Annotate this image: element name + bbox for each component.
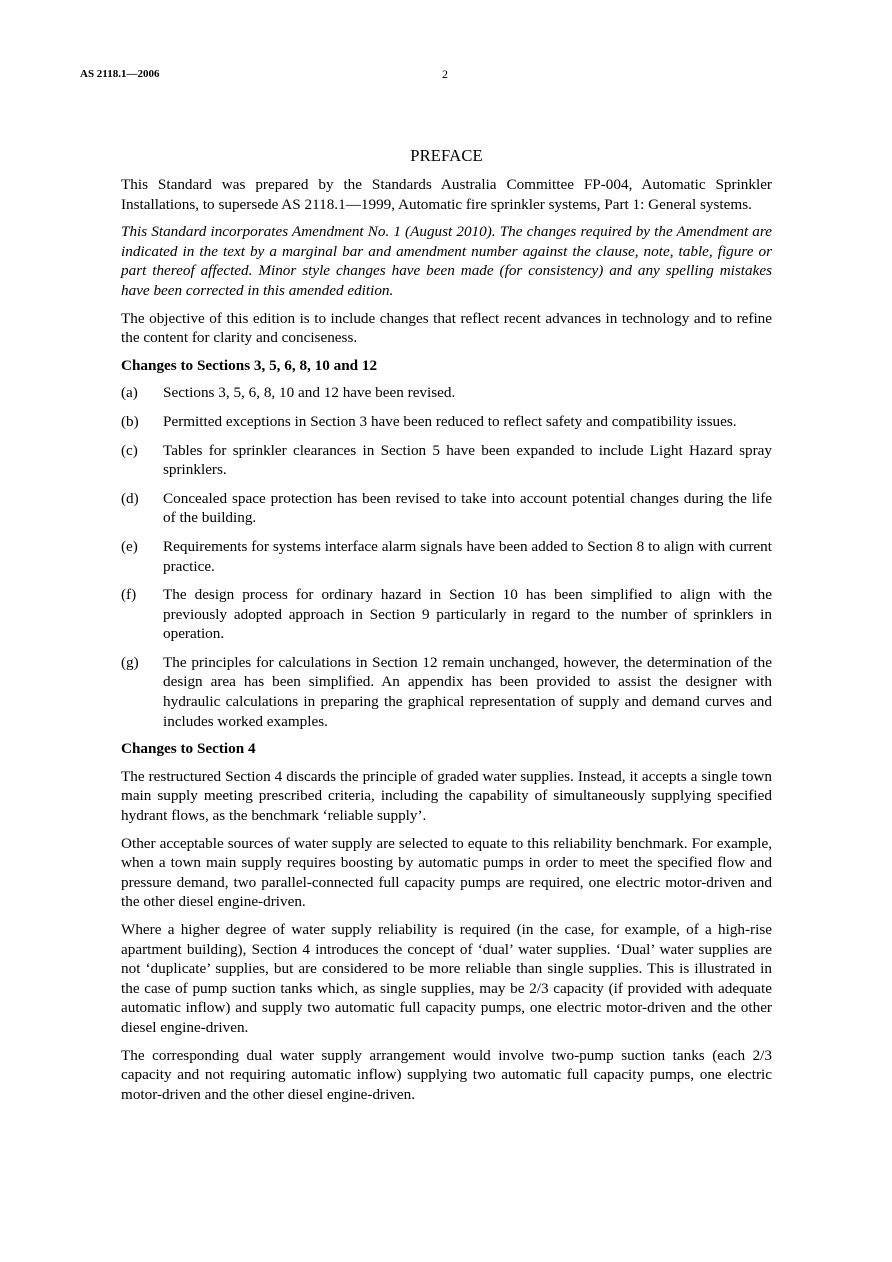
list-item-text: The design process for ordinary hazard in Section 10 has been simplified to align with the previously adopted approach in Section 9 particularly in regard to the number of sprinklers in operation. [163,586,772,643]
list-marker: (a) [121,384,138,402]
list-marker: (g) [121,653,139,671]
list-item [121,412,772,432]
changes-list [121,383,772,731]
changes-sections-heading: Changes to Sections 3, 5, 6, 8, 10 and 12 [121,356,378,374]
intro-paragraph-1: This Standard was prepared by the Standards Australia Committee FP-004, Automatic Sprinkler Installations, to supersede AS 2118.1—1999, Automatic fire sprinkler systems, Part 1: General systems. [121,176,772,213]
amendment-note: This Standard incorporates Amendment No. 1 (August 2010). The changes required by the Amendment are indicated in the text by a marginal bar and amendment number against the clause, note, table, figure or part thereof affected. Minor style changes have been made (for consistency) and any spelling mistakes have been corrected in this amended edition. [121,223,772,299]
page-number: 2 [442,67,448,81]
section4-heading: Changes to Section 4 [121,740,256,758]
list-marker: (e) [121,537,138,555]
list-item [121,489,772,528]
list-item-text: The principles for calculations in Section 12 remain unchanged, however, the determination of the design area has been simplified. An appendix has been provided to assist the designer with hydraulic calculations in preparing the graphical representation of supply and demand curves and includes worked examples. [163,653,772,730]
list-item-text: Permitted exceptions in Section 3 have been reduced to reflect safety and compatibility issues. [163,412,737,430]
list-item [121,383,772,403]
list-marker: (f) [121,586,137,604]
objective-paragraph: The objective of this edition is to include changes that reflect recent advances in technology and to refine the content for clarity and conciseness. [121,309,772,347]
list-item [121,537,772,576]
section4-paragraph-2: Other acceptable sources of water supply are selected to equate to this reliability benchmark. For example, when a town main supply requires boosting by automatic pumps in order to meet the specified flow and pressure demand, two parallel-connected full capacity pumps are required, one electric motor-driven and the other diesel engine-driven. [121,834,772,911]
list-item-text: Requirements for systems interface alarm signals have been added to Section 8 to align with current practice. [163,537,772,575]
list-marker: (b) [121,412,139,430]
list-item-text: Concealed space protection has been revised to take into account potential changes during the life of the building. [163,489,772,527]
list-item-text: Sections 3, 5, 6, 8, 10 and 12 have been revised. [163,384,456,402]
section4-paragraph-1: The restructured Section 4 discards the principle of graded water supplies. Instead, it accepts a single town main supply meeting prescribed criteria, including the capability of simultaneously supplying specified hydrant flows, as the benchmark ‘reliable supply’. [121,767,772,825]
list-item-text: Tables for sprinkler clearances in Section 5 have been expanded to include Light Hazard spray sprinklers. [163,441,772,479]
list-item [121,585,772,644]
list-item [121,653,772,731]
section4-paragraph-3: Where a higher degree of water supply reliability is required (in the case, for example, of a high-rise apartment building), Section 4 introduces the concept of ‘dual’ water supplies. ‘Dual’ water supplies are not ‘duplicate’ supplies, but are considered to be more reliable than single supplies. This is illustrated in the case of pump suction tanks which, as single supplies, may be 2/3 capacity (if provided with adequate automatic inflow) and supply two automatic full capacity pumps, one electric motor-driven and the other diesel engine-driven. [121,921,772,1036]
list-marker: (c) [121,441,138,459]
section4-paragraph-4: The corresponding dual water supply arrangement would involve two-pump suction tanks (each 2/3 capacity and not requiring automatic inflow) supplying two automatic full capacity pumps, one electric motor-driven and the other diesel engine-driven. [121,1046,772,1103]
preface-title: PREFACE [410,146,483,165]
list-marker: (d) [121,489,139,507]
page-content [121,145,772,1112]
list-item [121,441,772,480]
standard-reference: AS 2118.1—2006 [80,68,160,80]
